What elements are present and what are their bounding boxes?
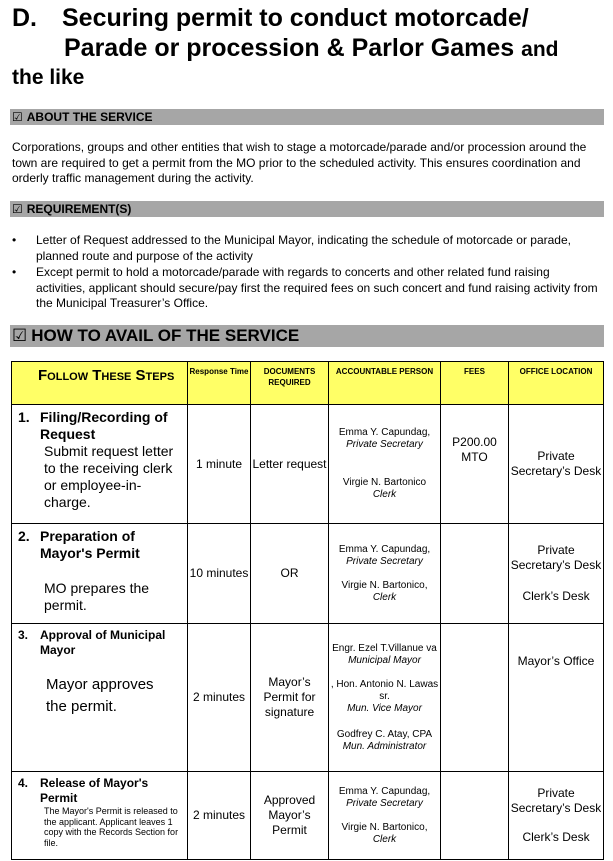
step-cell — [12, 624, 188, 772]
office-location-cell — [509, 772, 604, 860]
table-row — [12, 405, 604, 524]
response-time-cell: 2 minutes — [188, 624, 251, 772]
requirement-item: • Letter of Request addressed to the Municipal Mayor, indicating the schedule of motorcade or parade, planned route and purpose of the activity — [12, 233, 602, 264]
person-role: Private Secretary — [346, 797, 423, 809]
fees-cell — [441, 524, 509, 624]
step-description: Submit request letter to the receiving clerk or employee-in-charge. — [44, 443, 174, 510]
person-role: Mun. Vice Mayor — [347, 702, 422, 714]
title-text-line2-tail: and — [521, 38, 559, 61]
header-response-time: Response Time — [188, 362, 251, 405]
step-heading: Approval of Municipal Mayor — [40, 628, 166, 657]
person-name: Virgie N. Bartonico — [342, 477, 427, 488]
about-paragraph: Corporations, groups and other entities that wish to stage a motorcade/parade and/or procession around the town are required to get a permit from the MO prior to the scheduled activity. This ensures coordination and orderly traffic management during the activity. — [12, 140, 587, 185]
step-heading: Preparation of Mayor's Permit — [40, 528, 140, 561]
accountable-person-cell — [329, 405, 441, 524]
person-role: Mun. Administrator — [342, 740, 427, 752]
requirement-item: • Except permit to hold a motorcade/parade with regards to concerts and other related fund raising activities, applicant should secure/pay first the required fees on such concert and fund raising activity from the Municipal Treasurer’s Office. — [12, 265, 602, 312]
checkbox-icon: ☑ — [12, 326, 28, 346]
step-description: The Mayor's Permit is released to the applicant. Applicant leaves 1 copy with the Records Section for file. — [44, 806, 179, 848]
documents-cell: Letter request — [251, 405, 329, 524]
step-number: 3. — [18, 628, 29, 642]
office-location: Private Secretary’s Desk — [510, 543, 602, 572]
office-location-cell: Private Secretary’s Desk — [509, 405, 604, 524]
section-header-requirements — [10, 201, 604, 217]
person-role: Private Secretary — [346, 555, 423, 567]
step-description: MO prepares the permit. — [44, 580, 150, 613]
requirements-list — [12, 233, 602, 313]
accountable-person-cell — [329, 772, 441, 860]
header-fees: FEES — [441, 362, 509, 405]
step-heading: Filing/Recording of Request — [40, 409, 168, 442]
person-name: Engr. Ezel T.Villanue va — [332, 642, 437, 654]
section-title-about: ABOUT THE SERVICE — [26, 110, 153, 124]
person-role: Clerk — [372, 833, 397, 845]
response-time-cell: 1 minute — [188, 405, 251, 524]
page-title-line1 — [12, 4, 529, 33]
steps-table — [11, 361, 604, 860]
page-title-line3: the like — [12, 66, 85, 89]
person-role: Clerk — [372, 591, 397, 603]
person-name: Emma Y. Capundag, — [338, 543, 431, 555]
step-cell — [12, 524, 188, 624]
step-description: Mayor approves the permit. — [46, 676, 154, 715]
step-cell — [12, 772, 188, 860]
person-name: Virgie N. Bartonico, — [341, 579, 428, 591]
title-text-line1: Securing permit to conduct motorcade/ — [62, 4, 529, 32]
fees-cell — [441, 624, 509, 772]
section-letter: D. — [12, 4, 37, 32]
checkbox-icon: ☑ — [12, 202, 23, 216]
accountable-person-cell — [329, 524, 441, 624]
section-header-about — [10, 109, 604, 125]
header-steps: Follow These Steps — [12, 362, 188, 405]
person-name: Emma Y. Capundag, — [338, 785, 431, 797]
person-role: Clerk — [372, 489, 397, 500]
step-cell — [12, 405, 188, 524]
step-heading: Release of Mayor's Permit — [40, 776, 149, 805]
person-name: Emma Y. Capundag, — [338, 427, 431, 438]
office-location: Private Secretary’s Desk — [510, 786, 602, 815]
response-time-cell: 10 minutes — [188, 524, 251, 624]
person-role: Municipal Mayor — [348, 654, 421, 666]
table-row — [12, 772, 604, 860]
office-location: Clerk’s Desk — [522, 589, 590, 603]
office-location-cell — [509, 524, 604, 624]
documents-cell: Mayor’s Permit for signature — [251, 624, 329, 772]
section-header-how-to-avail — [10, 325, 604, 347]
table-row — [12, 624, 604, 772]
section-title-how-to-avail: HOW TO AVAIL OF THE SERVICE — [31, 326, 300, 345]
office-location-cell: Mayor’s Office — [509, 624, 604, 772]
step-number: 1. — [18, 409, 30, 425]
documents-cell: Approved Mayor’s Permit — [251, 772, 329, 860]
fees-cell — [441, 772, 509, 860]
header-office-location: OFFICE LOCATION — [509, 362, 604, 405]
step-number: 4. — [18, 776, 29, 790]
person-role: Private Secretary — [346, 439, 423, 450]
documents-cell: OR — [251, 524, 329, 624]
page-title-line2 — [64, 34, 558, 63]
header-accountable-person: ACCOUNTABLE PERSON — [329, 362, 441, 405]
response-time-cell: 2 minutes — [188, 772, 251, 860]
title-text-line2: Parade or procession & Parlor Games — [64, 34, 515, 62]
section-title-requirements: REQUIREMENT(S) — [26, 202, 132, 216]
fees-cell: P200.00 MTO — [441, 405, 509, 524]
accountable-person-cell — [329, 624, 441, 772]
table-row — [12, 524, 604, 624]
person-name: Godfrey C. Atay, CPA — [336, 728, 433, 740]
header-documents: DOCUMENTS REQUIRED — [251, 362, 329, 405]
office-location: Clerk’s Desk — [522, 830, 590, 844]
table-header-row — [12, 362, 604, 405]
person-name: , Hon. Antonio N. Lawas sr. — [330, 678, 439, 702]
checkbox-icon: ☑ — [12, 110, 23, 124]
step-number: 2. — [18, 528, 30, 544]
person-name: Virgie N. Bartonico, — [341, 821, 428, 833]
